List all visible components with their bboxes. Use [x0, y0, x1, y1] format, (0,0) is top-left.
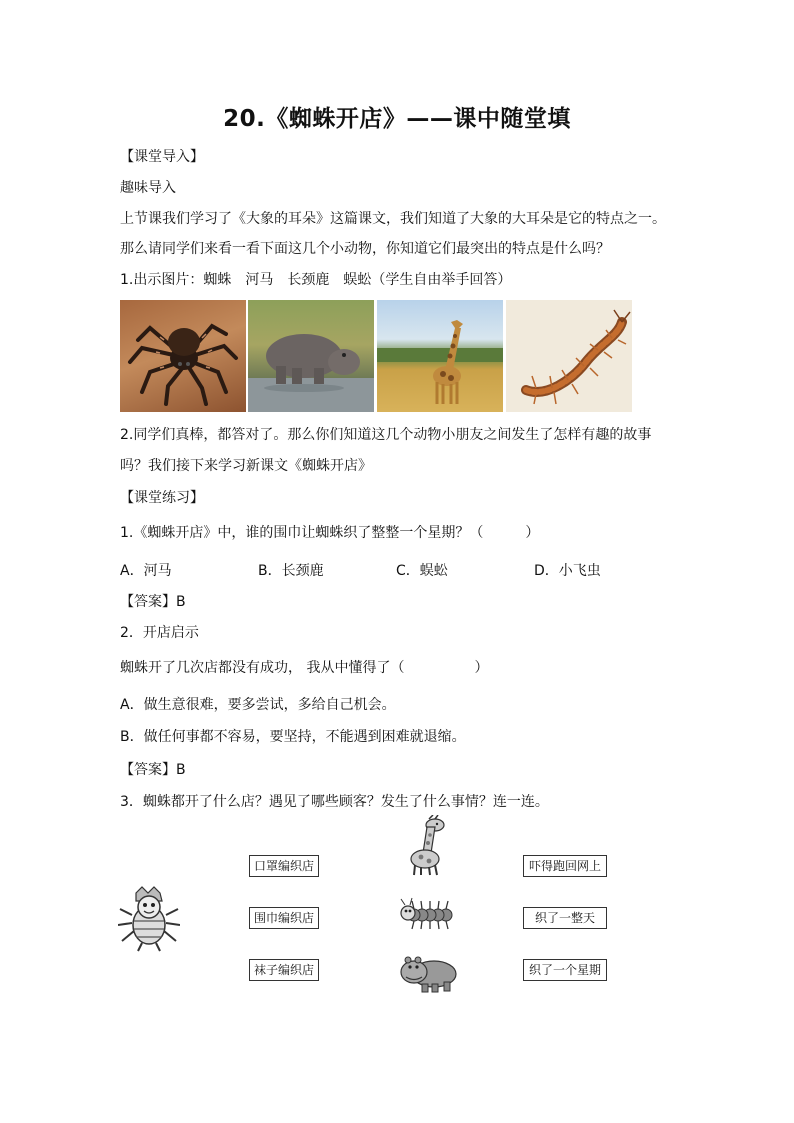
section-heading-practice: 【课堂练习】 [120, 490, 204, 506]
page-title: 20.《蜘蛛开店》——课中随堂填 [223, 106, 571, 132]
question-3: 3．蜘蛛都开了什么店？遇见了哪些顾客？发生了什么事情？连一连。 [120, 794, 549, 810]
q1-option-b: B．长颈鹿 [258, 563, 324, 579]
section-heading-intro: 【课堂导入】 [120, 149, 204, 165]
centipede-photo [506, 300, 632, 412]
question-2: 蜘蛛开了几次店都没有成功， 我从中懂得了（ ） [120, 660, 489, 676]
spider-photo [120, 300, 246, 412]
q2-option-b: B．做任何事都不容易，要坚持，不能遇到困难就退缩。 [120, 729, 466, 745]
intro-item-1: 1.出示图片：蜘蛛 河马 长颈鹿 蜈蚣（学生自由举手回答） [120, 272, 512, 288]
shop-box-mask: 口罩编织店 [249, 855, 319, 877]
question-1: 1.《蜘蛛开店》中，谁的围巾让蜘蛛织了整整一个星期？（ ） [120, 525, 540, 541]
intro-subheading: 趣味导入 [120, 180, 176, 196]
event-box-whole-week: 织了一个星期 [523, 959, 607, 981]
spider-cartoon-icon [118, 885, 180, 953]
q2-answer: 【答案】B [120, 762, 186, 778]
q1-option-c: C．蜈蚣 [396, 563, 448, 579]
q1-option-a: A．河马 [120, 563, 172, 579]
intro-item-2a: 2.同学们真棒，都答对了。那么你们知道这几个动物小朋友之间发生了怎样有趣的故事 [120, 427, 652, 443]
q1-option-d: D．小飞虫 [534, 563, 601, 579]
intro-item-2b: 吗？我们接下来学习新课文《蜘蛛开店》 [120, 458, 372, 474]
giraffe-photo [377, 300, 503, 412]
q1-answer: 【答案】B [120, 594, 186, 610]
event-box-whole-day: 织了一整天 [523, 907, 607, 929]
intro-paragraph-2: 那么请同学们来看一看下面这几个小动物，你知道它们最突出的特点是什么吗？ [120, 241, 610, 257]
hippo-cartoon-icon [398, 952, 460, 994]
hippo-photo [248, 300, 374, 412]
q2-option-a: A．做生意很难，要多尝试，多给自己机会。 [120, 697, 396, 713]
intro-paragraph-1: 上节课我们学习了《大象的耳朵》这篇课文，我们知道了大象的大耳朵是它的特点之一。 [120, 211, 666, 227]
giraffe-cartoon-icon [405, 815, 451, 877]
question-2-title: 2．开店启示 [120, 625, 199, 641]
event-box-ran-back: 吓得跑回网上 [523, 855, 607, 877]
shop-box-scarf: 围巾编织店 [249, 907, 319, 929]
centipede-cartoon-icon [400, 897, 456, 931]
shop-box-socks: 袜子编织店 [249, 959, 319, 981]
